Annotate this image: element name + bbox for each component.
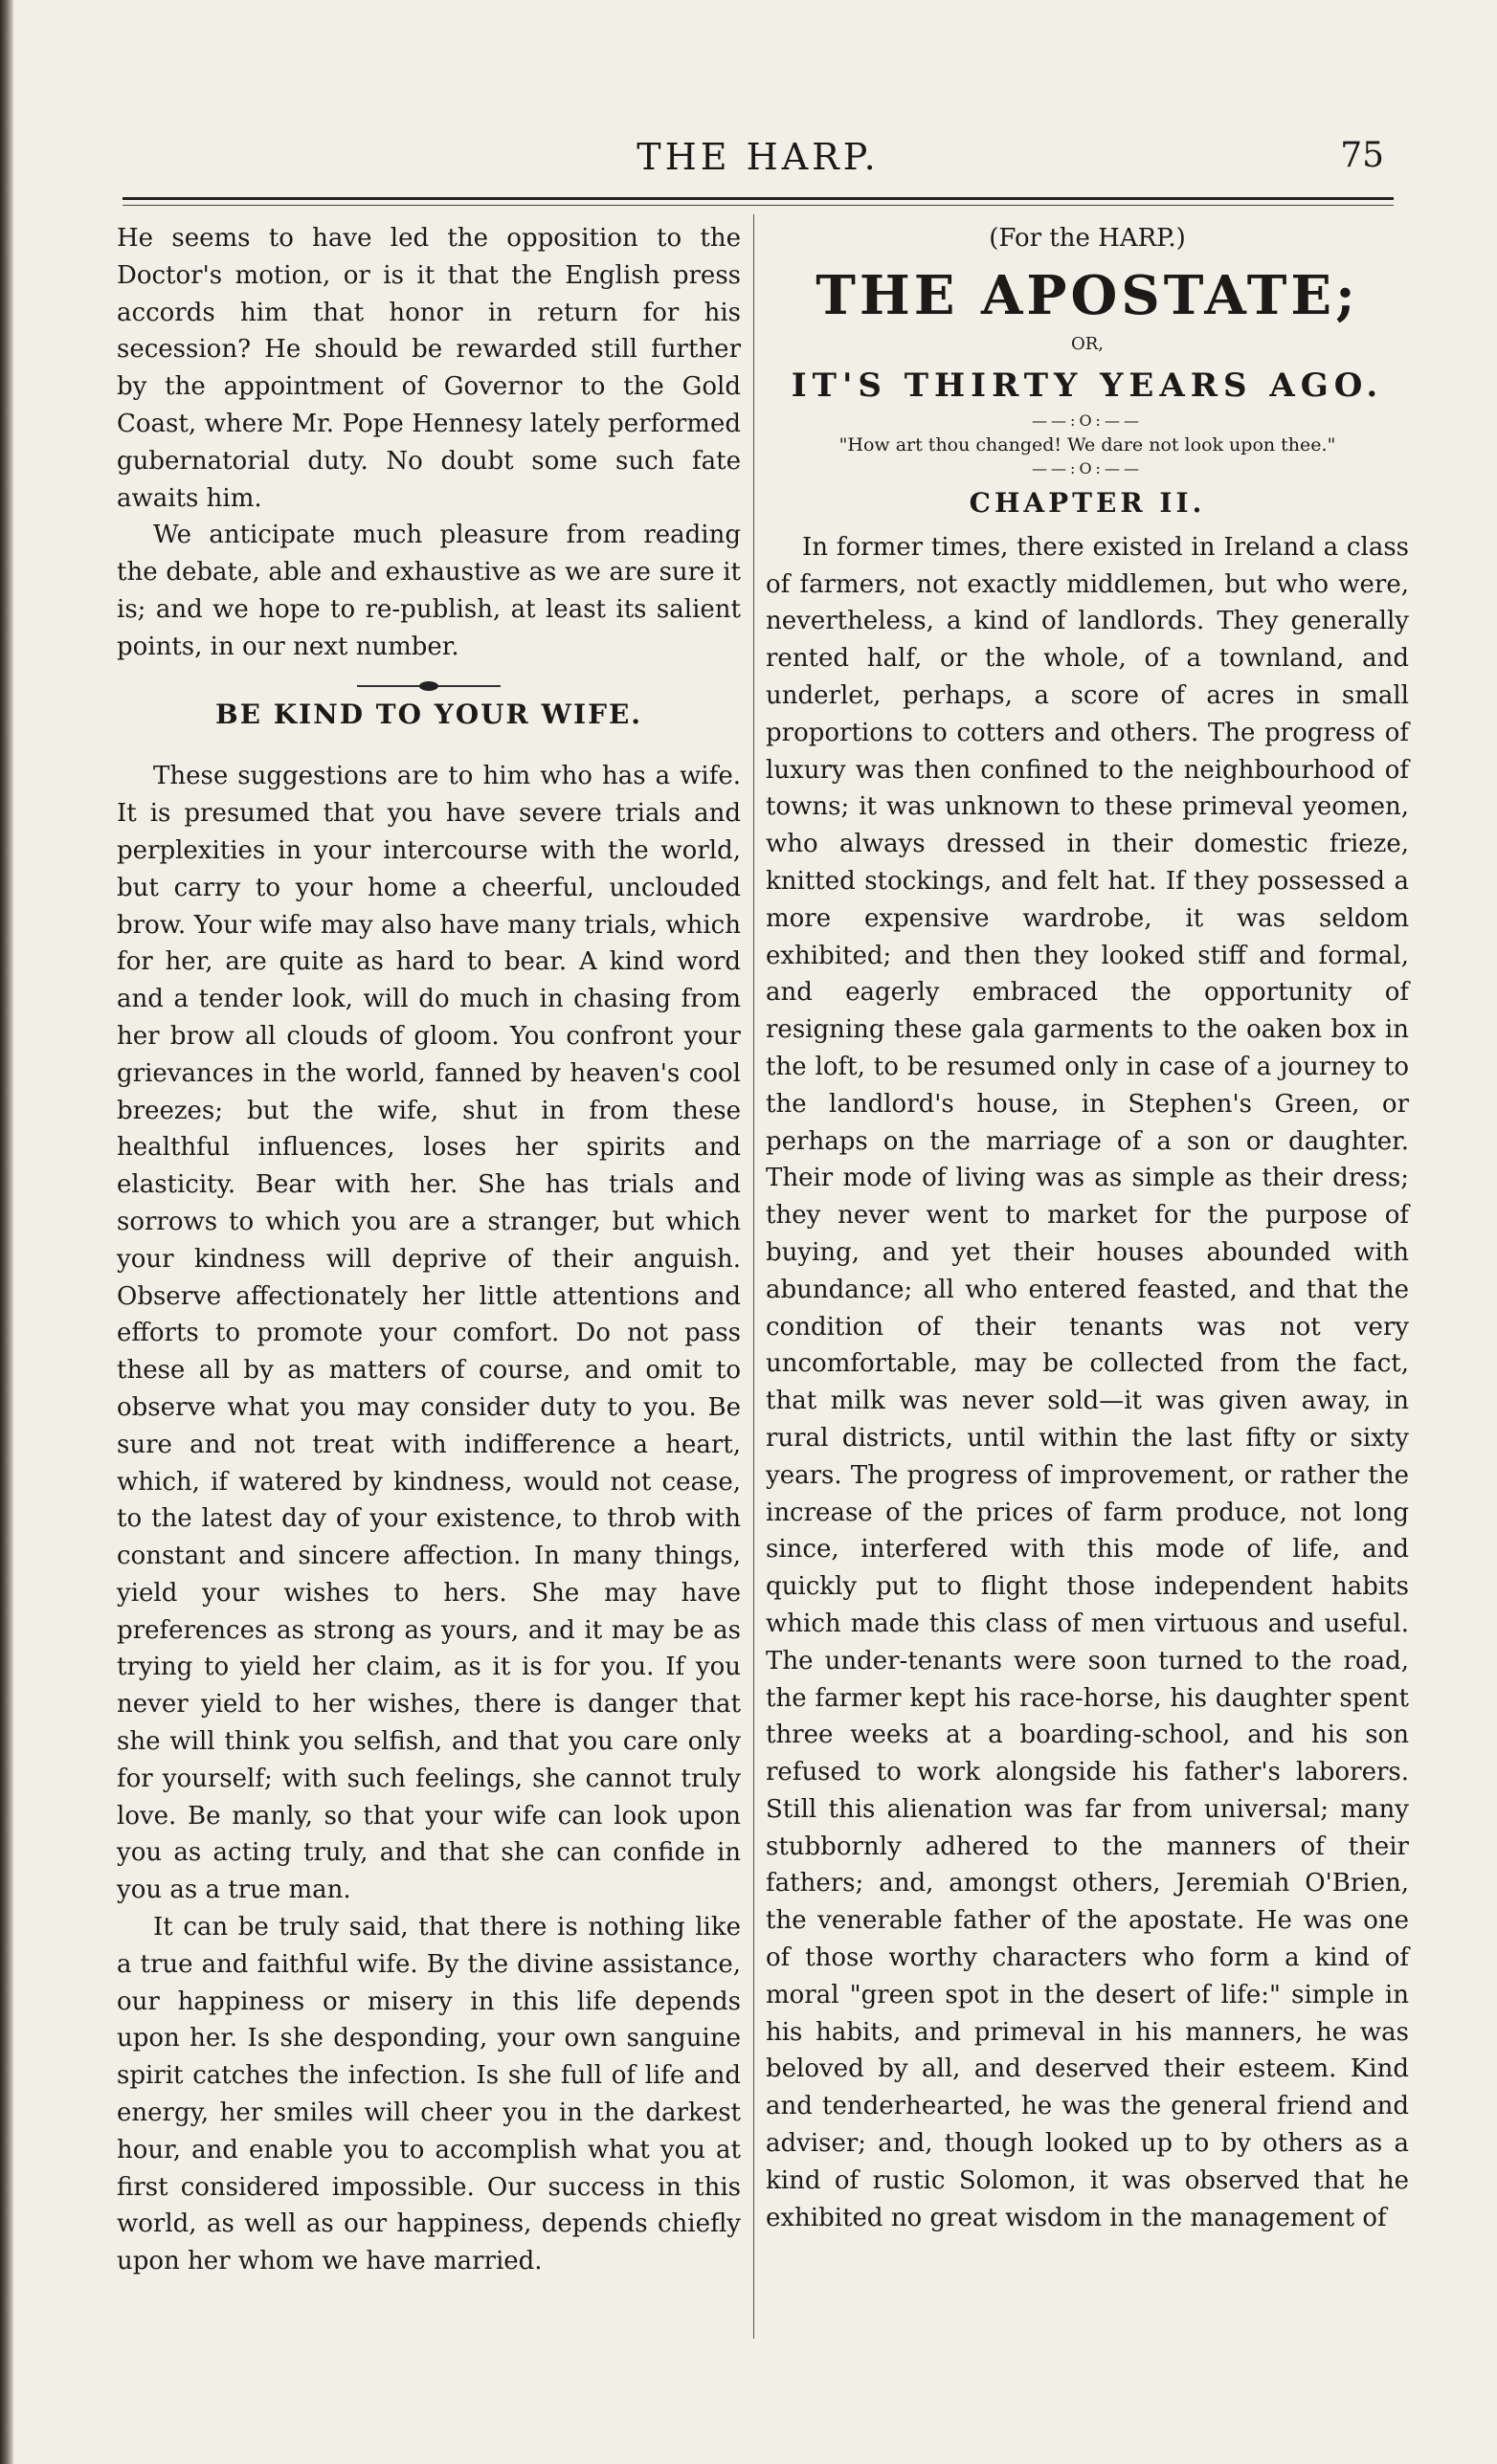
running-head — [123, 136, 1394, 189]
page-number: 75 — [1340, 136, 1384, 175]
story-subtitle: IT'S THIRTY YEARS AGO. — [791, 366, 1384, 405]
epigraph: "How art thou changed! We dare not look upon thee." — [838, 433, 1336, 455]
ornament-divider — [357, 679, 501, 693]
ornament-divider-bottom: ——:O:—— — [1032, 458, 1143, 477]
journal-title: THE HARP. — [637, 136, 880, 178]
left-paragraph-3: These suggestions are to him who has a wife. It is presumed that you have severe trials and perplexities in your intercourse with the world, but carry to your home a cheerful, unclouded brow. Your wife may also have many trials, which for her, are quite as hard to bear. A kind word and a tender look, will do much in chasing from her brow all clouds of gloom. You confront your grievances in the world, fanned by heaven's cool breezes; but the wife, shut in from these healthful influences, loses her spirits and elasticity. Bear with her. She has trials and sorrows to which you are a stranger, but which your kindness will deprive of their anguish. Observe affectionately her little attentions and efforts to promote your comfort. Do not pass these all by as matters of course, and omit to observe what you may consider duty to you. Be sure and not treat with indifference a heart, which, if watered by kindness, would not cease, to the latest day of your existence, to throb with constant and sincere affection. In many things, yield your wishes to hers. She may have preferences as strong as yours, and it may be as trying to yield her claim, as it is for you. If you never yield to her wishes, there is danger that she will think you selfish, and that you care only for yourself; with such feelings, she cannot truly love. Be manly, so that your wife can look upon you as acting truly, and that she can confide in you as a true man. — [117, 762, 741, 1905]
right-paragraph-1: In former times, there existed in Ireland a class of farmers, not exactly middlemen, but who were, nevertheless, a kind of landlords. They generally rented half, or the whole, of a townland, and underlet, perhaps, a score of acres in small proportions to cotters and others. The progress of luxury was then confined to the neighbourhood of towns; it was unknown to these primeval yeomen, who always dressed in their domestic frieze, knitted stockings, and felt hat. If they possessed a more expensive wardrobe, it was seldom exhibited; and then they looked stiff and formal, and eagerly embraced the opportunity of resigning these gala garments to the oaken box in the loft, to be resumed only in case of a journey to the landlord's house, in Stephen's Green, or perhaps on the marriage of a son or daughter. Their mode of living was as simple as their dress; they never went to market for the purpose of buying, and yet their houses abounded with abundance; all who entered feasted, and that the condition of their tenants was not very uncomfortable, may be collected from the fact, that milk was never sold—it was given away, in rural districts, until within the last fifty or sixty years. The progress of improvement, or rather the increase of the prices of farm produce, not long since, interfered with this mode of life, and quickly put to flight those independent habits which made this class of men virtuous and useful. The under-tenants were soon turned to the road, the farmer kept his race-horse, his daughter spent three weeks at a boarding-school, and his son refused to work alongside his father's laborers. Still this alienation was far from universal; many stubbornly adhered to the manners of their fathers; and, amongst others, Jeremiah O'Brien, the venerable father of the apostate. He was one of those worthy characters who form a kind of moral "green spot in the desert of life:" simple in his habits, and primeval in his manners, he was beloved by all, and deserved their esteem. Kind and tenderhearted, he was the general friend and adviser; and, though looked up to by others as a kind of rustic Solomon, it was observed that he exhibited no great wisdom in the management of — [766, 532, 1409, 2232]
chapter-heading: CHAPTER II. — [969, 486, 1206, 519]
left-paragraph-2: We anticipate much pleasure from reading the debate, able and exhaustive as we are sure it is; and we hope to re-publish, at least its salient points, in our next number. — [117, 521, 741, 661]
binding-edge — [0, 0, 13, 2464]
left-paragraph-4: It can be truly said, that there is nothing like a true and faithful wife. By the divine assistance, our happiness or misery in this life depends upon her. Is she desponding, your own sanguine spirit catches the infection. Is she full of life and energy, her smiles will cheer you in the darkest hour, and enable you to accomplish what you at first considered impossible. Our success in this world, as well as our happiness, depends chiefly upon her whom we have married. — [117, 1913, 741, 2276]
left-paragraph-1: He seems to have led the opposition to the Doctor's motion, or is it that the English press accords him that honor in return for his secession? He should be rewarded still further by the appointment of Governor to the Gold Coast, where Mr. Pope Hennesy lately performed gubernatorial duty. No doubt some such fate awaits him. — [117, 224, 741, 513]
ornament-divider-top: ——:O:—— — [1032, 411, 1143, 430]
attribution-line: (For the HARP.) — [989, 224, 1186, 253]
section-heading: BE KIND TO YOUR WIFE. — [214, 698, 643, 730]
column-divider — [753, 214, 754, 2339]
or-line: OR, — [1070, 333, 1105, 354]
right-column — [766, 220, 1409, 2236]
header-rule-thin — [123, 205, 1394, 206]
story-title: THE APOSTATE; — [816, 263, 1359, 327]
header-rule-thick — [123, 197, 1394, 200]
left-column — [117, 220, 741, 2280]
